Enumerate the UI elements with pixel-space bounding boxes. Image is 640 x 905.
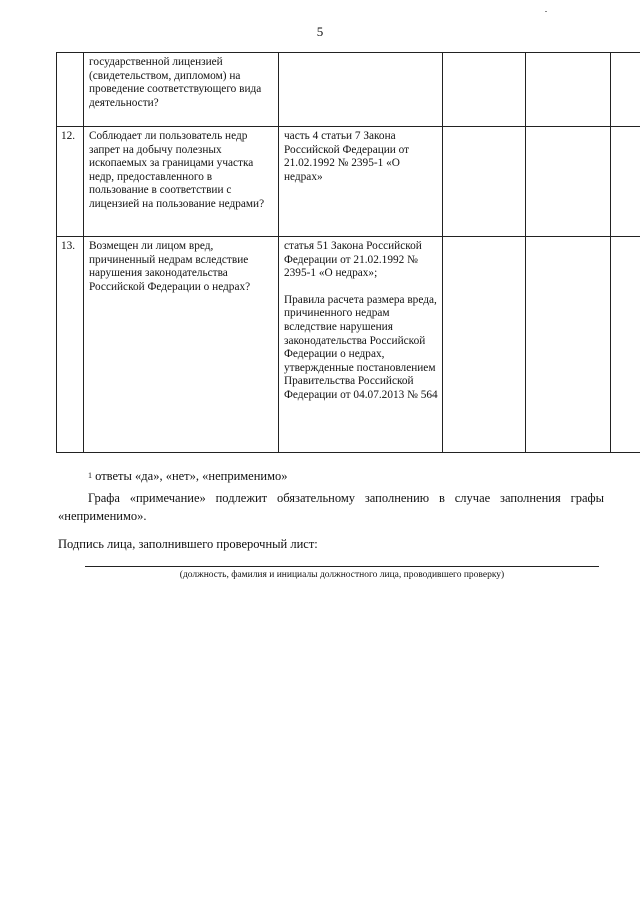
signature-line [85,566,599,567]
footnote [88,469,288,484]
legal-basis-cell [279,127,443,237]
answer-cell-no [526,53,611,127]
signature-label: Подпись лица, заполнившего проверочный лист: [58,537,318,551]
answer-cell-na [611,53,640,127]
remark-note: Графа «примечание» подлежит обязательному заполнению в случае заполнения графы «неприменимо». [58,491,604,523]
answer-cell-yes [443,237,526,453]
legal-basis-text: Правила расчета размера вреда, причиненного недрам вследствие нарушения законодательства Российской Федерации о недрах, утвержденные постановлением Правительства Российской Федерации от 04.07.2013 № 564 [284,293,438,401]
table-row [57,237,640,453]
legal-basis-cell [279,237,443,453]
question-cell: государственной лицензией (свидетельством, дипломом) на проведение соответствующего вида деятельности? [84,53,279,127]
table-row [57,53,640,127]
answer-cell-na [611,237,640,453]
footnote-text: ответы «да», «нет», «неприменимо» [95,469,288,483]
answer-cell-no [526,237,611,453]
row-number: 12. [57,127,84,237]
scan-speck [545,11,547,12]
row-number [57,53,84,127]
answer-cell-yes [443,127,526,237]
answer-cell-yes [443,53,526,127]
footnote-marker: 1 [88,471,92,480]
checklist-table [56,52,640,453]
signature-caption: (должность, фамилия и инициалы должностного лица, проводившего проверку) [179,570,505,580]
answer-cell-no [526,127,611,237]
page-number: 5 [316,24,324,39]
question-cell: Соблюдает ли пользователь недр запрет на добычу полезных ископаемых за границами участка недр, предоставленного в пользование в соответствии с лицензией на пользование недрами? [84,127,279,237]
table-row [57,127,640,237]
question-cell: Возмещен ли лицом вред, причиненный недрам вследствие нарушения законодательства Российской Федерации о недрах? [84,237,279,453]
legal-basis-cell [279,53,443,127]
legal-basis-text: часть 4 статьи 7 Закона Российской Федерации от 21.02.1992 № 2395-1 «О недрах» [284,130,410,183]
legal-basis-text: статья 51 Закона Российской Федерации от 21.02.1992 № 2395-1 «О недрах»; [284,240,422,280]
row-number: 13. [57,237,84,453]
answer-cell-na [611,127,640,237]
